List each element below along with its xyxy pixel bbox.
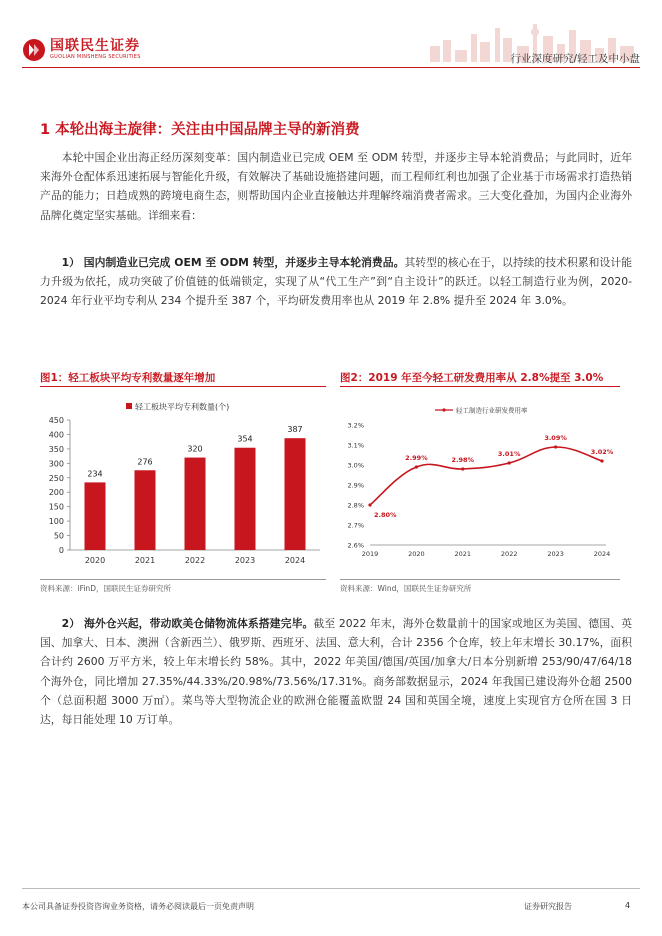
footer-report-type: 证券研究报告 <box>524 902 572 911</box>
line-chart-legend <box>435 406 528 415</box>
figure-1-title: 图1：轻工板块平均专利数量逐年增加 <box>40 372 216 384</box>
line-y-tick-label: 2.7% <box>347 521 364 530</box>
patent-bar <box>135 470 156 550</box>
patent-bar-chart <box>40 390 326 578</box>
rd-rate-value-label: 3.01% <box>497 450 521 458</box>
line-x-tick-label: 2023 <box>547 550 564 558</box>
line-x-tick-label: 2022 <box>500 550 518 558</box>
patent-bar <box>235 448 256 550</box>
patent-bar-value-label: 320 <box>187 444 203 454</box>
figure-2-top-rule <box>340 386 620 387</box>
brand-name-en: GUOLIAN MINSHENG SECURITIES <box>50 54 141 60</box>
line-x-tick-label: 2021 <box>454 550 472 558</box>
patent-bar <box>85 482 106 550</box>
rd-rate-point <box>368 503 371 506</box>
page-number: 4 <box>625 901 631 910</box>
line-y-tick-label: 3.2% <box>347 421 364 430</box>
rd-rate-value-label: 2.98% <box>451 456 475 464</box>
brand-name: 国联民生证券 <box>50 38 140 54</box>
report-category: 行业深度研究/轻工及中小盘 <box>510 53 640 65</box>
line-x-tick-label: 2024 <box>593 550 611 558</box>
rd-rate-value-label: 2.99% <box>405 454 428 462</box>
bar-y-tick-label: 150 <box>48 502 64 512</box>
point-1-body: 其转型的核心在于，以持续的技术积累和设计能力升级为依托，成功突破了价值链的低端锁定，实现了从“代工生产”到“自主设计”的跃迁。以轻工制造行业为例，2020-2024 年行业平均专利从 234 个提升至 387 个，平均研发费用率也从 2019 年 2.8% 提升至 2024 年 3.0%。 <box>40 256 632 308</box>
bar-x-tick-label: 2021 <box>134 556 156 565</box>
patent-bar-value-label: 387 <box>287 425 303 435</box>
line-legend-marker <box>442 408 445 411</box>
bar-x-tick-label: 2023 <box>234 556 256 565</box>
figure-1-source: 资料来源：iFinD，国联民生证券研究所 <box>40 584 171 593</box>
line-x-tick-label: 2019 <box>361 550 379 558</box>
rd-rate-line-chart <box>340 390 622 578</box>
point-2-lead: 2） 海外仓兴起，带动欧美仓储物流体系搭建完毕。 <box>61 617 314 630</box>
bar-legend-swatch <box>126 403 132 409</box>
point-2-body: 截至 2022 年末，海外仓数量前十的国家或地区为美国、德国、英国、加拿大、日本、澳洲（含新西兰）、俄罗斯、西班牙、法国、意大利，合计 2356 个仓库，较上年末增长 30.17%，面积合计约 2600 万平方米，较上年末增长约 58%。其中，2022 年美国/德国/英国/加拿大/日本分别新增 253/90/47/64/18 个海外仓，同比增加 27.35%/44.33%/20.98%/73.56%/17.31%。商务部数据显示，2024 年我国已建设海外仓超 2500 个（总面积超 3000 万㎡）。菜鸟等大型物流企业的欧洲仓能覆盖欧盟 24 国和英国全境，速度上实现官方仓所在国 3 日达，每日能处理 10 万订单。 <box>40 617 632 727</box>
brand-mark-icon <box>22 38 46 62</box>
rd-rate-point <box>554 445 557 448</box>
figure-2-title: 图2：2019 年至今轻工研发费用率从 2.8%提至 3.0% <box>340 372 604 384</box>
rd-rate-value-label: 2.80% <box>374 511 397 519</box>
bar-y-tick-label: 200 <box>48 488 64 498</box>
section-title: 1 本轮出海主旋律：关注由中国品牌主导的新消费 <box>40 122 360 138</box>
point-1-lead: 1） 国内制造业已完成 OEM 至 ODM 转型，并逐步主导本轮消费品。 <box>61 256 405 269</box>
line-legend-label: 轻工制造行业研发费用率 <box>456 406 528 415</box>
bar-y-tick-label: 350 <box>48 444 64 454</box>
bar-y-tick-label: 0 <box>58 546 64 555</box>
bar-x-tick-label: 2024 <box>284 556 306 565</box>
header-divider <box>22 67 640 68</box>
rd-rate-point <box>415 465 418 468</box>
line-y-tick-label: 2.6% <box>347 541 364 550</box>
bar-y-tick-label: 300 <box>48 459 64 469</box>
patent-bar-value-label: 234 <box>87 469 103 479</box>
patent-bar <box>285 438 306 550</box>
rd-rate-value-label: 3.09% <box>544 434 567 442</box>
bar-x-tick-label: 2020 <box>84 556 106 565</box>
bar-y-tick-label: 450 <box>48 416 64 425</box>
line-y-tick-label: 2.9% <box>347 481 364 490</box>
figure-1-top-rule <box>40 386 326 387</box>
brand-logo <box>22 38 141 62</box>
patent-bar-value-label: 276 <box>137 457 153 467</box>
line-y-tick-label: 3.1% <box>347 441 364 450</box>
bar-x-tick-label: 2022 <box>184 556 206 565</box>
rd-rate-value-label: 3.02% <box>590 448 614 456</box>
figure-2-bottom-rule <box>340 579 620 580</box>
patent-bar-value-label: 354 <box>237 434 253 444</box>
footer-disclaimer: 本公司具备证券投资咨询业务资格，请务必阅读最后一页免责声明 <box>22 902 254 911</box>
line-x-tick-label: 2020 <box>408 550 425 558</box>
bar-legend-label: 轻工板块平均专利数量(个) <box>135 402 230 412</box>
rd-rate-point <box>600 459 603 462</box>
bar-y-tick-label: 50 <box>53 531 64 541</box>
bar-y-tick-label: 250 <box>48 473 64 483</box>
figure-2-source: 资料来源：Wind，国联民生证券研究所 <box>340 584 472 593</box>
point-2-paragraph <box>40 614 632 729</box>
point-1-paragraph <box>40 253 632 311</box>
line-y-tick-label: 3.0% <box>347 461 364 470</box>
intro-paragraph: 本轮中国企业出海正经历深刻变革：国内制造业已完成 OEM 至 ODM 转型，并逐步主导本轮消费品；与此同时，近年来海外仓配体系迅速拓展与智能化升级，有效解决了基础设施搭建问题，而工程师红利也加强了企业基于市场需求打造热销产品的能力；日趋成熟的跨境电商生态，则帮助国内企业直接触达并理解终端消费者需求。三大变化叠加，为国内企业海外品牌化奠定坚实基础。详细来看： <box>40 151 632 222</box>
patent-bar <box>185 458 206 550</box>
footer-divider <box>22 888 640 889</box>
bar-chart-legend <box>126 402 229 412</box>
bar-y-tick-label: 100 <box>48 517 64 527</box>
bar-y-tick-label: 400 <box>48 430 64 440</box>
rd-rate-point <box>508 461 511 464</box>
figure-1-bottom-rule <box>40 579 326 580</box>
line-y-tick-label: 2.8% <box>347 501 364 510</box>
rd-rate-point <box>461 467 464 470</box>
